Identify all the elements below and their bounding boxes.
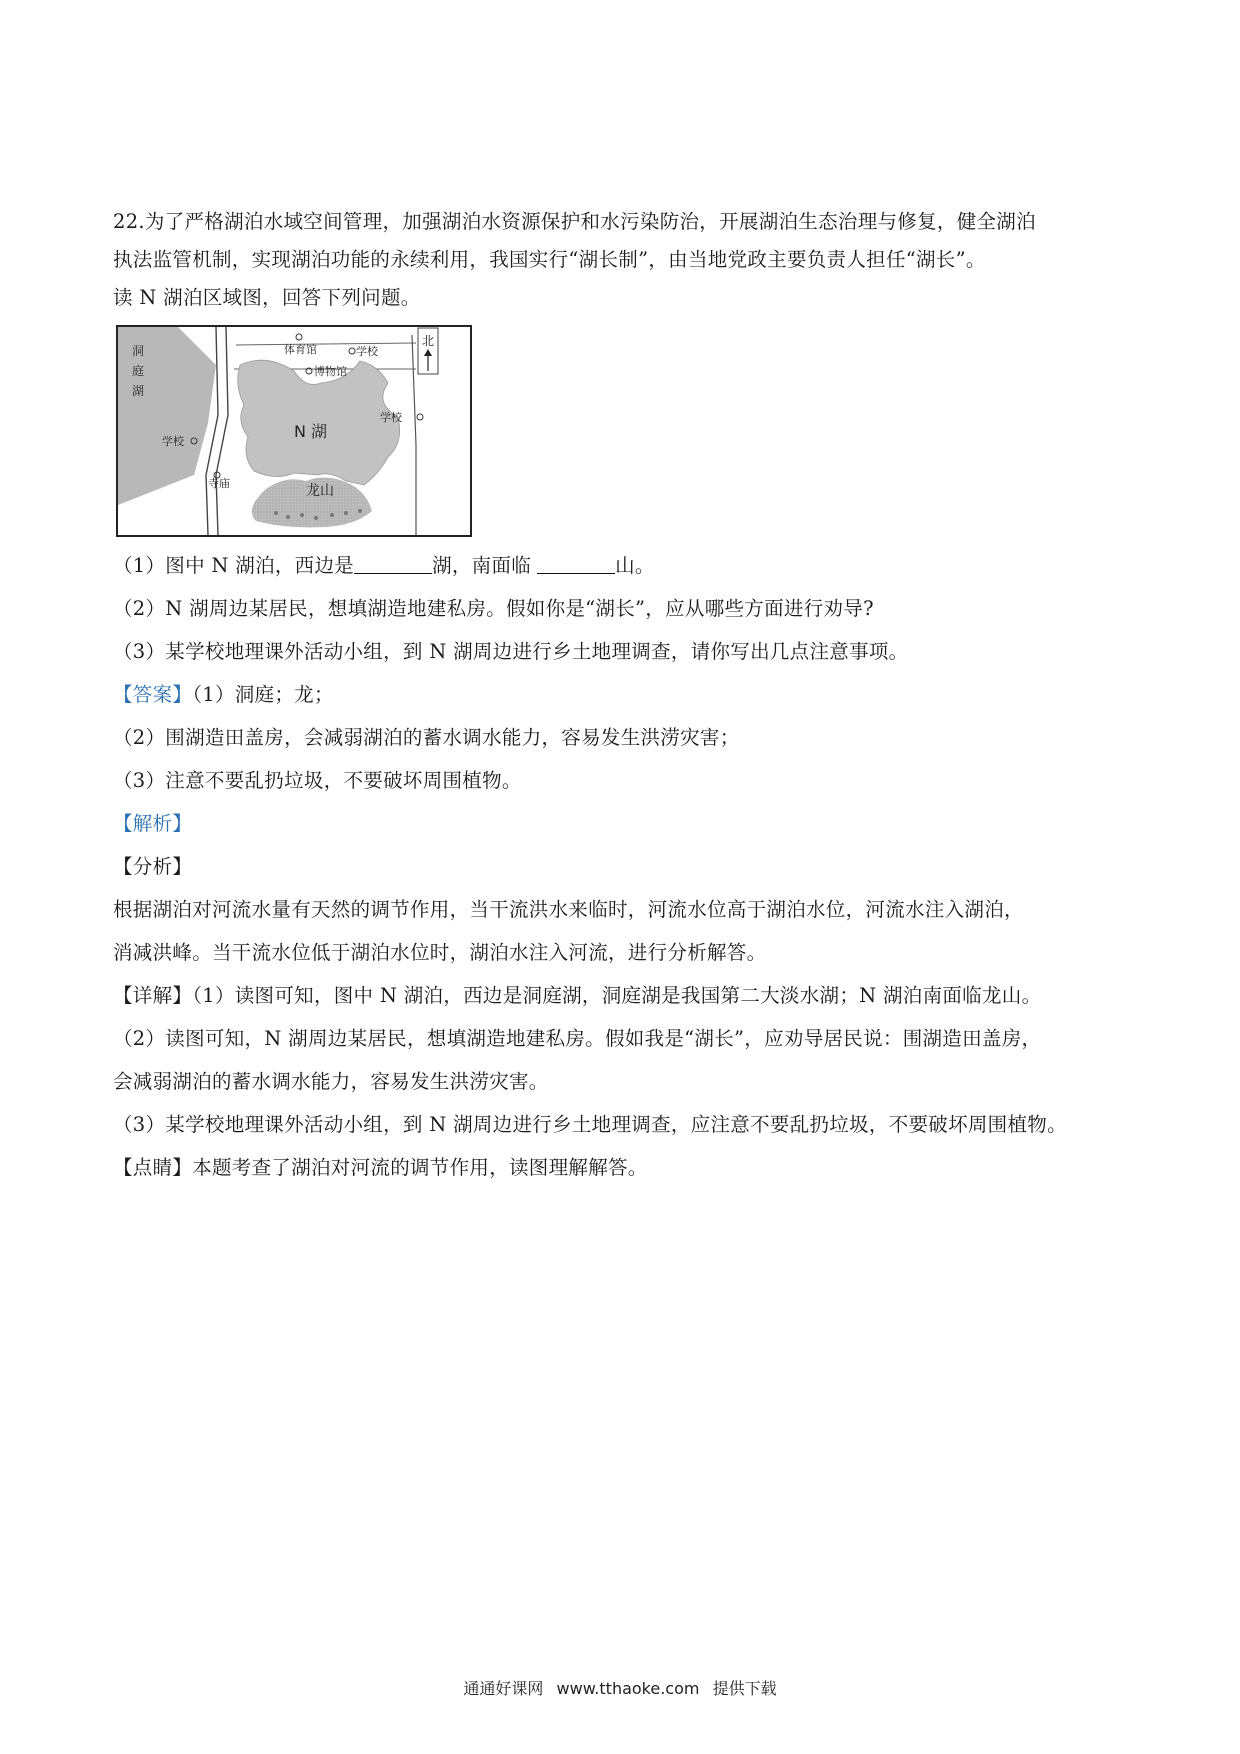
answer-blank-2 bbox=[537, 551, 615, 574]
lake-region-map bbox=[116, 325, 472, 537]
answer-1: （1）洞庭；龙； bbox=[192, 683, 334, 706]
question-stem-line-1: 22.为了严格湖泊水域空间管理，加强湖泊水资源保护和水污染防治，开展湖泊生态治理与修复，健全湖泊 bbox=[113, 210, 1036, 233]
question-1 bbox=[113, 547, 1133, 585]
point-text: 本题考查了湖泊对河流的调节作用，读图理解解答。 bbox=[192, 1156, 648, 1179]
question-2: （2）N 湖周边某居民，想填湖造地建私房。假如你是“湖长”，应从哪些方面进行劝导? bbox=[113, 597, 874, 620]
question-content bbox=[113, 203, 1133, 1187]
answer-2: （2）围湖造田盖房，会减弱湖泊的蓄水调水能力，容易发生洪涝灾害； bbox=[113, 726, 740, 749]
detail-3: （3）某学校地理课外活动小组，到 N 湖周边进行乡土地理调查，应注意不要乱扔垃圾，不要破坏周围植物。 bbox=[113, 1113, 1067, 1136]
footer-suffix: 提供下载 bbox=[712, 1679, 777, 1698]
answer-line-1 bbox=[113, 676, 1133, 714]
analysis-tag: 【解析】 bbox=[113, 812, 193, 835]
school-right-label: 学校 bbox=[380, 411, 402, 424]
n-lake-label: N 湖 bbox=[294, 422, 328, 441]
point-tag: 【点睛】 bbox=[113, 1156, 193, 1179]
answer-3: （3）注意不要乱扔垃圾，不要破坏周围植物。 bbox=[113, 769, 522, 792]
north-label: 北 bbox=[421, 334, 435, 348]
analysis-sub-tag: 【分析】 bbox=[113, 855, 193, 878]
detail-tag: 【详解】 bbox=[113, 984, 193, 1007]
analysis-text-line-1: 根据湖泊对河流水量有天然的调节作用，当干流洪水来临时，河流水位高于湖泊水位，河流水注入湖泊， bbox=[113, 898, 1024, 921]
long-mountain-label: 龙山 bbox=[306, 483, 334, 499]
point-line bbox=[113, 1149, 1133, 1187]
detail-line-1 bbox=[113, 977, 1133, 1015]
detail-2-line-1: （2）读图可知，N 湖周边某居民，想填湖造地建私房。假如我是“湖长”，应劝导居民说：围湖造田盖房， bbox=[113, 1027, 1042, 1050]
detail-2-line-2: 会减弱湖泊的蓄水调水能力，容易发生洪涝灾害。 bbox=[113, 1070, 549, 1093]
footer-url[interactable]: www.tthaoke.com bbox=[556, 1679, 700, 1698]
question-1-part-a: （1）图中 N 湖泊，西边是 bbox=[113, 554, 355, 577]
page-footer bbox=[0, 1676, 1240, 1699]
question-3: （3）某学校地理课外活动小组，到 N 湖周边进行乡土地理调查，请你写出几点注意事项。 bbox=[113, 640, 909, 663]
gym-label: 体育馆 bbox=[284, 343, 317, 356]
question-1-part-c: 山。 bbox=[615, 554, 655, 577]
museum-label: 博物馆 bbox=[314, 365, 347, 378]
dongting-label-2: 庭 bbox=[132, 364, 145, 378]
lake-region-map-svg bbox=[116, 325, 472, 537]
question-1-part-b: 湖，南面临 bbox=[432, 554, 532, 577]
detail-1: （1）读图可知，图中 N 湖泊，西边是洞庭湖，洞庭湖是我国第二大淡水湖；N 湖泊南面临龙山。 bbox=[192, 984, 1042, 1007]
school-left-label: 学校 bbox=[162, 435, 184, 448]
answer-blank-1 bbox=[354, 551, 432, 574]
analysis-text-line-2: 消减洪峰。当干流水位低于湖泊水位时，湖泊水注入河流，进行分析解答。 bbox=[113, 941, 767, 964]
school-top-label: 学校 bbox=[356, 345, 378, 358]
dongting-label-3: 湖 bbox=[132, 384, 145, 398]
answer-tag: 【答案】 bbox=[113, 683, 193, 706]
temple-label: 寺庙 bbox=[208, 477, 230, 490]
footer-site-name: 通通好课网 bbox=[463, 1679, 544, 1698]
question-stem-line-3: 读 N 湖泊区域图，回答下列问题。 bbox=[113, 286, 421, 309]
dongting-label-1: 洞 bbox=[132, 344, 145, 358]
question-stem-line-2: 执法监管机制，实现湖泊功能的永续利用，我国实行“湖长制”，由当地党政主要负责人担任“湖长”。 bbox=[113, 248, 986, 271]
